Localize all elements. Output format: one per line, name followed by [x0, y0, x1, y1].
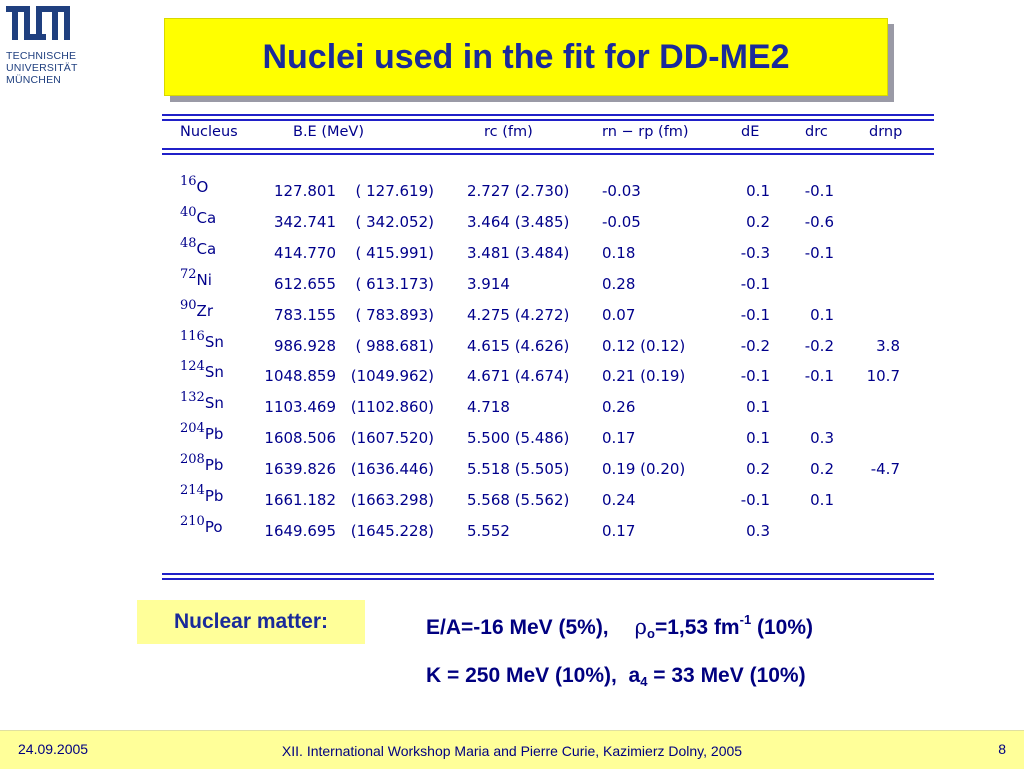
be-exp-cell: ( 127.619): [355, 182, 434, 200]
be-calc-cell: 342.741: [273, 212, 336, 231]
logo-line: UNIVERSITÄT: [6, 62, 78, 74]
drc-cell: 0.2: [810, 460, 834, 479]
element-symbol: Pb: [204, 425, 224, 444]
drc-cell: -0.1: [804, 367, 834, 386]
de-cell: 0.1: [746, 182, 770, 200]
table-row: [162, 514, 934, 545]
nucleus-cell: [180, 514, 223, 536]
element-symbol: Sn: [204, 332, 224, 351]
element-symbol: Ni: [196, 270, 212, 289]
de-cell: 0.2: [746, 212, 770, 231]
logo-line: TECHNISCHE: [6, 50, 77, 62]
de-cell: 0.1: [746, 398, 770, 417]
nucleus-cell: [180, 483, 223, 505]
rn-rp-cell: 0.26: [602, 398, 636, 417]
rn-rp-cell: 0.24: [602, 491, 636, 509]
table-rule-bottom: [162, 573, 934, 575]
rc-cell: 5.500 (5.486): [467, 429, 570, 448]
be-calc-cell: 1103.469: [264, 398, 336, 417]
rho-subscript: o: [647, 626, 655, 641]
a4-subscript: 4: [640, 674, 648, 689]
rc-cell: 3.481 (3.484): [467, 243, 570, 262]
be-exp-cell: (1049.962): [350, 367, 434, 386]
mass-number: 210: [180, 513, 205, 529]
table-row: [162, 205, 934, 236]
rn-rp-cell: 0.17: [602, 521, 636, 540]
rho-value: =1,53 fm: [654, 616, 740, 639]
be-exp-cell: ( 783.893): [355, 305, 434, 324]
nuclear-matter-line-1: [426, 612, 813, 641]
rc-cell: 5.552: [467, 521, 510, 540]
nucleus-cell: [180, 267, 212, 289]
be-calc-cell: 1639.826: [264, 460, 336, 479]
footer-date: 24.09.2005: [18, 741, 89, 757]
header-rn-rp: rn − rp (fm): [602, 124, 689, 140]
element-symbol: Zr: [196, 301, 213, 320]
rn-rp-cell: -0.03: [602, 182, 641, 200]
rn-rp-cell: -0.05: [602, 212, 641, 231]
be-calc-cell: 612.655: [273, 274, 336, 293]
nucleus-cell: [180, 359, 224, 381]
be-exp-cell: (1636.446): [350, 460, 434, 479]
rho-uncertainty: (10%): [751, 616, 814, 639]
header-de: dE: [741, 124, 760, 140]
nucleus-cell: [180, 390, 224, 412]
rn-rp-cell: 0.21 (0.19): [602, 367, 686, 386]
mass-number: 40: [180, 204, 197, 220]
header-rc: rc (fm): [484, 124, 533, 140]
rn-rp-cell: 0.19 (0.20): [602, 460, 686, 479]
logo-line: MÜNCHEN: [6, 74, 62, 86]
element-symbol: Ca: [196, 239, 217, 258]
rc-cell: 4.275 (4.272): [467, 305, 570, 324]
be-exp-cell: ( 342.052): [355, 212, 434, 231]
mass-number: 124: [180, 359, 205, 375]
drnp-cell: 3.8: [876, 336, 900, 355]
be-exp-cell: ( 988.681): [355, 336, 434, 355]
element-symbol: Pb: [204, 456, 224, 475]
a4-symbol: a: [628, 664, 641, 687]
be-calc-cell: 1048.859: [264, 367, 336, 386]
nucleus-cell: [180, 205, 216, 227]
mass-number: 214: [180, 483, 205, 498]
table-row: [162, 421, 934, 452]
a4-value: = 33 MeV (10%): [647, 664, 806, 687]
rc-cell: 3.914: [467, 274, 510, 293]
header-be: B.E (MeV): [293, 124, 364, 140]
element-symbol: Po: [204, 517, 223, 536]
be-exp-cell: ( 613.173): [355, 274, 434, 293]
footer-page-number: 8: [998, 741, 1006, 757]
drc-cell: 0.1: [810, 491, 834, 509]
tum-logo: [6, 6, 82, 86]
be-calc-cell: 783.155: [273, 305, 336, 324]
de-cell: -0.1: [740, 305, 770, 324]
element-symbol: Pb: [204, 487, 224, 505]
table-row: [162, 483, 934, 514]
table-row: [162, 329, 934, 360]
de-cell: -0.1: [740, 491, 770, 509]
header-drnp: drnp: [869, 124, 903, 140]
de-cell: -0.1: [740, 367, 770, 386]
rn-rp-cell: 0.17: [602, 429, 636, 448]
be-exp-cell: (1663.298): [350, 491, 434, 509]
rc-cell: 3.464 (3.485): [467, 212, 570, 231]
header-drc: drc: [805, 124, 828, 140]
be-exp-cell: (1645.228): [350, 521, 434, 540]
table-row: [162, 267, 934, 298]
table-rule-bottom: [162, 578, 934, 580]
nuclear-matter-line-2: [426, 664, 806, 689]
drc-cell: -0.1: [804, 243, 834, 262]
nucleus-cell: [180, 236, 216, 258]
drc-cell: -0.1: [804, 182, 834, 200]
mass-number: 208: [180, 452, 205, 468]
rc-cell: 2.727 (2.730): [467, 182, 570, 200]
drnp-cell: -4.7: [870, 460, 900, 479]
rc-cell: 5.568 (5.562): [467, 491, 570, 509]
table-row: [162, 298, 934, 329]
rho-exponent: -1: [739, 612, 752, 627]
header-nucleus: Nucleus: [180, 124, 238, 140]
footer-conference: XII. International Workshop Maria and Pierre Curie, Kazimierz Dolny, 2005: [281, 743, 743, 759]
nucleus-cell: [180, 452, 223, 474]
mass-number: 116: [180, 328, 205, 344]
rn-rp-cell: 0.18: [602, 243, 636, 262]
be-calc-cell: 986.928: [273, 336, 336, 355]
be-calc-cell: 1608.506: [264, 429, 336, 448]
mass-number: 72: [180, 266, 197, 282]
drc-cell: -0.2: [804, 336, 834, 355]
table-row: [162, 174, 934, 205]
drc-cell: 0.3: [810, 429, 834, 448]
de-cell: -0.2: [740, 336, 770, 355]
be-calc-cell: 1661.182: [264, 491, 336, 509]
rc-cell: 4.718: [467, 398, 510, 417]
header-rule: [162, 153, 934, 155]
element-symbol: Ca: [196, 208, 217, 227]
nuclear-matter-label: Nuclear matter:: [173, 610, 329, 633]
rc-cell: 4.671 (4.674): [467, 367, 570, 386]
rn-rp-cell: 0.07: [602, 305, 636, 324]
table-row: [162, 390, 934, 421]
nucleus-cell: [180, 174, 208, 196]
table-rule-top: [162, 114, 934, 116]
rc-cell: 4.615 (4.626): [467, 336, 570, 355]
be-exp-cell: (1102.860): [350, 398, 434, 417]
mass-number: 90: [180, 297, 197, 313]
de-cell: 0.3: [746, 521, 770, 540]
mass-number: 204: [180, 421, 205, 437]
table-row: [162, 236, 934, 267]
rn-rp-cell: 0.28: [602, 274, 636, 293]
nucleus-cell: [180, 329, 224, 351]
be-calc-cell: 127.801: [273, 182, 336, 200]
be-exp-cell: ( 415.991): [355, 243, 434, 262]
rn-rp-cell: 0.12 (0.12): [602, 336, 686, 355]
table-row: [162, 359, 934, 390]
footer-bar: [0, 730, 1024, 769]
element-symbol: O: [196, 178, 209, 196]
mass-number: 132: [180, 390, 205, 406]
nuclear-matter-box: [137, 600, 365, 644]
header-rule: [162, 148, 934, 150]
de-cell: -0.3: [740, 243, 770, 262]
table-row: [162, 452, 934, 483]
element-symbol: Sn: [204, 394, 224, 413]
be-calc-cell: 414.770: [273, 243, 336, 262]
nucleus-cell: [180, 421, 223, 443]
table-rule-top: [162, 119, 934, 121]
mass-number: 16: [180, 174, 197, 189]
tum-logo-mark: [6, 6, 70, 42]
de-cell: -0.1: [740, 274, 770, 293]
rho-symbol: ρ: [634, 615, 648, 639]
title-box: [164, 18, 888, 96]
de-cell: 0.1: [746, 429, 770, 448]
be-calc-cell: 1649.695: [264, 521, 336, 540]
k-value: K = 250 MeV (10%),: [426, 664, 617, 687]
drc-cell: 0.1: [810, 305, 834, 324]
be-exp-cell: (1607.520): [350, 429, 434, 448]
ea-value: E/A=-16 MeV (5%),: [426, 616, 609, 639]
element-symbol: Sn: [204, 363, 224, 382]
rc-cell: 5.518 (5.505): [467, 460, 570, 479]
mass-number: 48: [180, 235, 197, 251]
slide-title: Nuclei used in the fit for DD-ME2: [262, 37, 790, 76]
de-cell: 0.2: [746, 460, 770, 479]
drc-cell: -0.6: [804, 212, 834, 231]
nucleus-cell: [180, 298, 213, 320]
drnp-cell: 10.7: [866, 367, 900, 386]
